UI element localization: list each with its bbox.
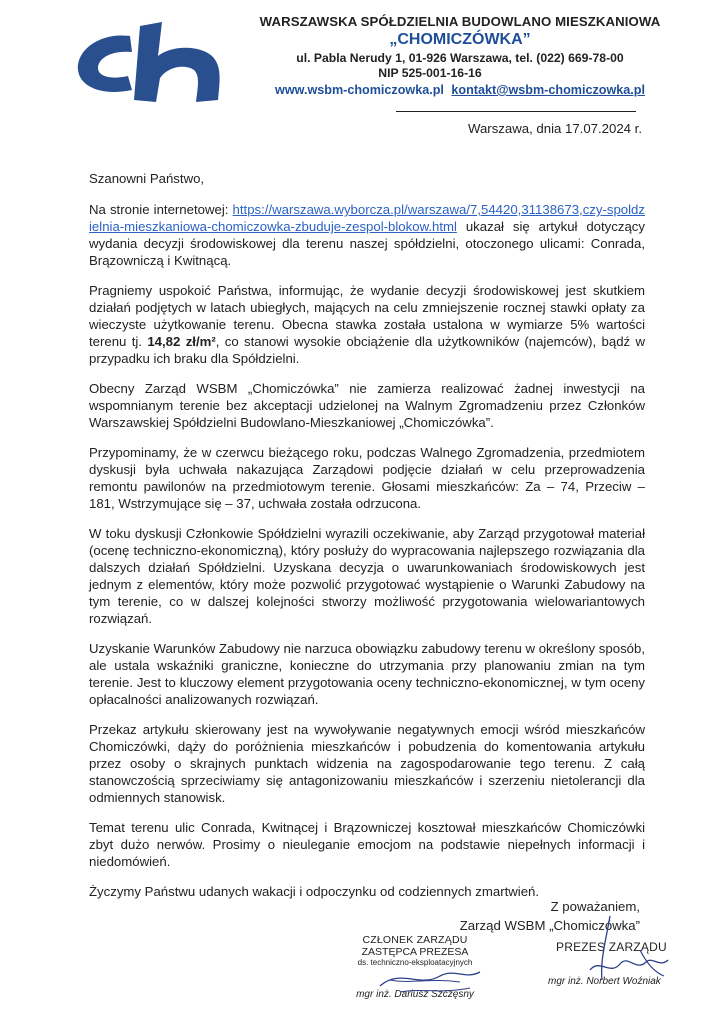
stamp-president-title: PREZES ZARZĄDU — [556, 940, 667, 954]
org-short-name: „CHOMICZÓWKA” — [389, 31, 531, 48]
greeting: Szanowni Państwo, — [89, 171, 205, 186]
logo-h-shape — [134, 22, 220, 102]
rate-value: 14,82 zł/m² — [147, 334, 216, 349]
closing-board: Zarząd WSBM „Chomiczówka” — [459, 918, 640, 933]
signature-president — [580, 910, 680, 990]
org-nip: NIP 525-001-16-16 — [378, 66, 482, 80]
paragraph-6: Uzyskanie Warunków Zabudowy nie narzuca obowiązku zabudowy terenu w określony sposób, ale ustala wskaźniki graniczne, konieczne do utrzymania przy planowaniu zmian na tym terenie. Jest to kluczowy element przygotowania oceny techniczno-ekonomicznej, w tym oceny opłacalności analizowanych rozwiązań. — [89, 641, 645, 707]
signature-deputy — [370, 958, 490, 998]
website-link[interactable]: www.wsbm-chomiczowka.pl — [275, 83, 444, 97]
email-link[interactable]: kontakt@wsbm-chomiczowka.pl — [451, 83, 645, 97]
paragraph-3: Obecny Zarząd WSBM „Chomiczówka” nie zamierza realizować żadnej inwestycji na wspomnianym terenie bez akceptacji udzielonej na Walnym Zgromadzeniu przez Członków Warszawskiej Spółdzielni Budowlano-Mieszkaniowej „Chomiczówka”. — [89, 381, 645, 430]
paragraph-1 — [89, 201, 645, 269]
article-link[interactable]: https://warszawa.wyborcza.pl/warszawa/7,54420,31138673,czy-spoldzielnia-mieszkaniowa-chomiczowka-zbuduje-zespol-blokow.html — [89, 202, 645, 234]
stamp-president-name: mgr inż. Norbert Woźniak — [548, 976, 661, 987]
org-address: ul. Pabla Nerudy 1, 01-926 Warszawa, tel. (022) 669-78-00 — [296, 51, 624, 65]
letterhead — [240, 14, 680, 97]
org-name: WARSZAWSKA SPÓŁDZIELNIA BUDOWLANO MIESZKANIOWA — [259, 14, 661, 29]
stamp-deputy-line2: ZASTĘPCA PREZESA — [361, 946, 469, 958]
paragraph-1-rest: ukazał się artykuł dotyczący wydania decyzji środowiskowej dla terenu naszej spółdzielni, otoczonego ulicami: Conrada, Brązowniczą i Kwitnącą. — [89, 219, 645, 268]
paragraph-5: W toku dyskusji Członkowie Spółdzielni wyrazili oczekiwanie, aby Zarząd przygotował materiał (ocenę techniczno-ekonomiczną), który posłuży do wypracowania najlepszego rozwiązania dla dalszych działań Spółdzielni. Uzyskana decyzja o uwarunkowaniach środowiskowych jest jednym z elementów, który może pozwolić przygotować wystąpienie o Warunki Zabudowy na tym terenie, co w dalszej kolejności stworzy możliwość przygotowania wielowariantowych rozwiązań. — [89, 526, 645, 626]
stamp-deputy-name: mgr inż. Dariusz Szczęsny — [356, 989, 474, 1000]
paragraph-1-intro: Na stronie internetowej: — [89, 202, 233, 217]
paragraph-8: Temat terenu ulic Conrada, Kwitnącej i Brązowniczej kosztował mieszkańców Chomiczówki zbyt dużo nerwów. Prosimy o nieuleganie emocjom na podstawie niepełnych informacji i niedomówień. — [89, 820, 645, 869]
paragraph-4: Przypominamy, że w czerwcu bieżącego roku, podczas Walnego Zgromadzenia, przedmiotem dyskusji była uchwała nakazująca Zarządowi podjęcie działań w celu przeprowadzenia remontu pawilonów na przedmiotowym terenie. Głosami mieszkańców: Za – 74, Przeciw – 181, Wstrzymujące się – 37, uchwała została odrzucona. — [89, 445, 645, 511]
closing-regards: Z poważaniem, — [550, 899, 640, 914]
company-logo — [70, 22, 230, 102]
org-contacts — [240, 83, 680, 97]
paragraph-2-text: Pragniemy uspokoić Państwa, informując, że wydanie decyzji środowiskowej jest skutkiem działań podjętych w latach ubiegłych, mających na celu zmniejszenie rocznej stawki opłaty za wieczyste użytkowanie terenu. Obecna stawka została ustalona w wymiarze 5% wartości terenu tj. — [89, 283, 645, 349]
letter-body — [89, 170, 645, 913]
paragraph-7: Przekaz artykułu skierowany jest na wywoływanie negatywnych emocji wśród mieszkańców Chomiczówki, dąży do poróżnienia mieszkańców i pobudzenia do komentowania artykułu przez osoby o skrajnych punktach widzenia na zagospodarowanie tego terenu. Z całą stanowczością sprzeciwiamy się antagonizowaniu mieszkańców i szerzeniu nietolerancji dla odmiennych stanowisk. — [89, 722, 645, 805]
stamp-deputy-line3: ds. techniczno-eksploatacyjnych — [357, 958, 473, 967]
paragraph-2-rest: , co stanowi wysokie obciążenie dla użytkowników (najemców), bądź w przypadku ich braku dla Spółdzielni. — [89, 334, 645, 366]
paragraph-9: Życzymy Państwu udanych wakacji i odpoczynku od codziennych zmartwień. — [89, 884, 540, 899]
logo-c-shape — [78, 35, 132, 92]
stamp-deputy-line1: CZŁONEK ZARZĄDU — [362, 934, 468, 946]
paragraph-2 — [89, 282, 645, 367]
header-divider — [396, 111, 636, 112]
letter-date: Warszawa, dnia 17.07.2024 r. — [468, 121, 642, 136]
